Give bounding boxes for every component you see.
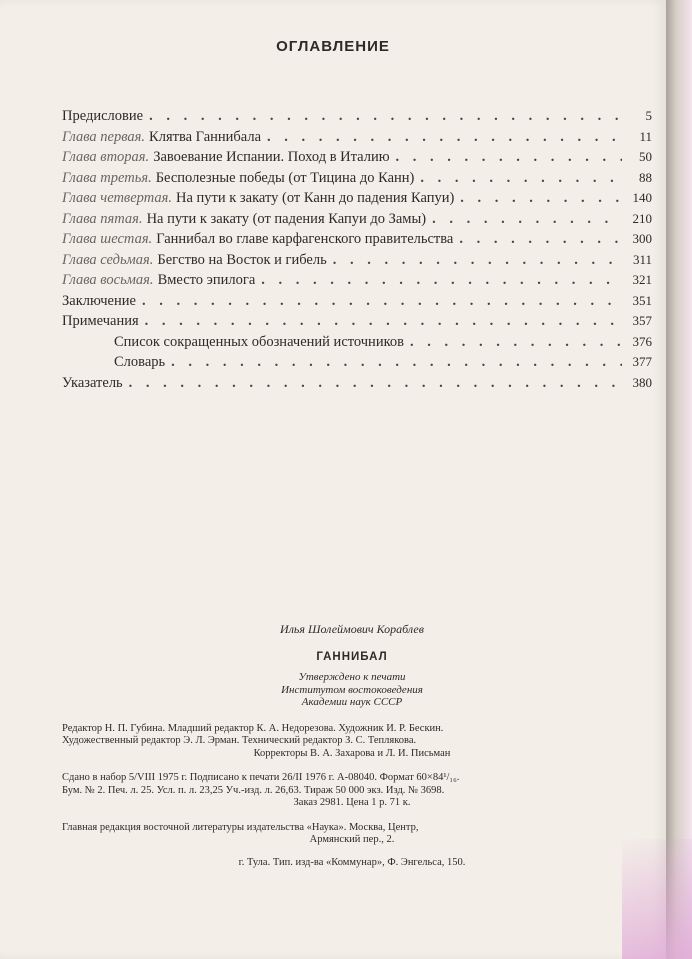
toc-entry	[62, 352, 652, 373]
toc-page-number: 300	[632, 231, 652, 246]
toc-entry	[62, 373, 652, 394]
toc-entry-title: Ганнибал во главе карфагенского правительства	[156, 231, 454, 247]
print-details-line: Сдано в набор 5/VIII 1975 г. Подписано к печати 26/II 1976 г. А-08040. Формат 60×84¹/₁₆.	[62, 772, 460, 783]
imprint	[62, 622, 642, 869]
dot-leader	[171, 352, 622, 372]
toc-entry	[62, 147, 652, 168]
dot-leader	[420, 168, 622, 188]
toc-page-number: 351	[632, 292, 652, 308]
toc-entry-title: Вместо эпилога	[157, 272, 256, 288]
approval-line: Институтом востоковедения	[281, 683, 423, 696]
toc-entry	[62, 332, 652, 353]
publisher-line: Армянский пер., 2.	[309, 834, 395, 845]
dot-leader	[145, 311, 622, 331]
toc-entry-title: Клятва Ганнибала	[149, 128, 262, 145]
toc-entry-title: Завоевание Испании. Поход в Италию	[153, 149, 390, 165]
toc-entry	[62, 168, 652, 189]
credits-line: Корректоры В. А. Захарова и Л. И. Письман	[253, 747, 451, 759]
dot-leader	[261, 270, 622, 290]
toc-chapter-prefix: Глава пятая.	[62, 210, 143, 227]
toc-page-number: 140	[632, 190, 652, 205]
dot-leader	[142, 291, 622, 311]
credits-line: Художественный редактор Э. Л. Эрман. Технический редактор З. С. Теплякова.	[62, 735, 417, 746]
toc-entry	[62, 250, 652, 271]
dot-leader	[149, 106, 622, 126]
toc-entry	[62, 229, 652, 250]
print-details-line: Заказ 2981. Цена 1 р. 71 к.	[293, 797, 411, 808]
toc-entry	[62, 270, 652, 291]
dot-leader	[459, 229, 622, 249]
toc-page-number: 357	[632, 313, 652, 328]
approval-line: Академии наук СССР	[301, 696, 403, 708]
toc-page-number: 210	[632, 210, 652, 226]
dot-leader	[460, 188, 622, 208]
background-fabric	[622, 839, 692, 959]
print-details-line: Бум. № 2. Печ. л. 25. Усл. п. л. 23,25 Уч.-изд. л. 26,63. Тираж 50 000 экз. Изд. № 3698.	[62, 784, 445, 796]
toc-entry-title: Бесполезные победы (от Тицина до Канн)	[155, 169, 415, 186]
toc-entry	[62, 311, 652, 332]
credits-block	[62, 723, 642, 761]
page-title: ОГЛАВЛЕНИЕ	[276, 38, 390, 55]
toc-page-number: 380	[632, 374, 652, 390]
dot-leader	[267, 127, 622, 147]
toc-entry-title: Бегство на Восток и гибель	[157, 251, 327, 268]
page-edge	[666, 0, 692, 959]
printer-line: г. Тула. Тип. изд-ва «Коммунар», Ф. Энгельса, 150.	[238, 856, 466, 868]
dot-leader	[410, 332, 622, 352]
toc-chapter-prefix: Глава восьмая.	[62, 272, 154, 288]
author-name: Илья Шолеймович Кораблев	[280, 622, 424, 636]
toc-page-number: 377	[632, 354, 652, 369]
dot-leader	[333, 250, 622, 270]
toc-page-number: 50	[639, 149, 652, 164]
toc-chapter-prefix: Глава четвертая.	[62, 190, 172, 206]
dot-leader	[129, 373, 622, 393]
approval-line: Утверждено к печати	[298, 671, 406, 683]
toc-chapter-prefix: Глава вторая.	[62, 149, 150, 165]
approval-block	[62, 671, 642, 709]
toc-entry	[62, 127, 652, 148]
dot-leader	[396, 147, 622, 167]
toc-entry	[62, 291, 652, 312]
toc-page-number: 88	[639, 169, 652, 185]
table-of-contents	[62, 106, 652, 393]
toc-entry-title: Список сокращенных обозначений источников	[114, 333, 404, 350]
toc-chapter-prefix: Глава седьмая.	[62, 251, 154, 268]
toc-page-number: 5	[645, 108, 652, 123]
dot-leader	[432, 209, 622, 229]
toc-chapter-prefix: Глава третья.	[62, 169, 152, 186]
print-details-block	[62, 772, 642, 810]
publisher-line: Главная редакция восточной литературы издательства «Наука». Москва, Центр,	[62, 821, 419, 833]
toc-entry	[62, 106, 652, 127]
toc-entry-title: Словарь	[114, 354, 166, 370]
toc-page-number: 311	[632, 251, 652, 267]
toc-entry-title: Заключение	[62, 292, 136, 309]
toc-entry-title: Предисловие	[62, 108, 144, 124]
toc-entry	[62, 209, 652, 230]
toc-page-number: 376	[632, 333, 652, 349]
toc-entry-title: Указатель	[62, 374, 123, 391]
toc-entry	[62, 188, 652, 209]
toc-chapter-prefix: Глава шестая.	[62, 231, 153, 247]
credits-line: Редактор Н. П. Губина. Младший редактор К. А. Недорезова. Художник И. Р. Бескин.	[62, 722, 444, 734]
toc-page-number: 321	[632, 272, 652, 287]
publisher-block	[62, 822, 642, 870]
book-title: ГАННИБАЛ	[316, 651, 388, 663]
toc-entry-title: На пути к закату (от Канн до падения Капуи)	[175, 190, 455, 206]
toc-page-number: 11	[639, 128, 652, 144]
toc-entry-title: На пути к закату (от падения Капуи до Замы)	[146, 210, 427, 227]
toc-chapter-prefix: Глава первая.	[62, 128, 146, 145]
toc-entry-title: Примечания	[62, 313, 139, 329]
